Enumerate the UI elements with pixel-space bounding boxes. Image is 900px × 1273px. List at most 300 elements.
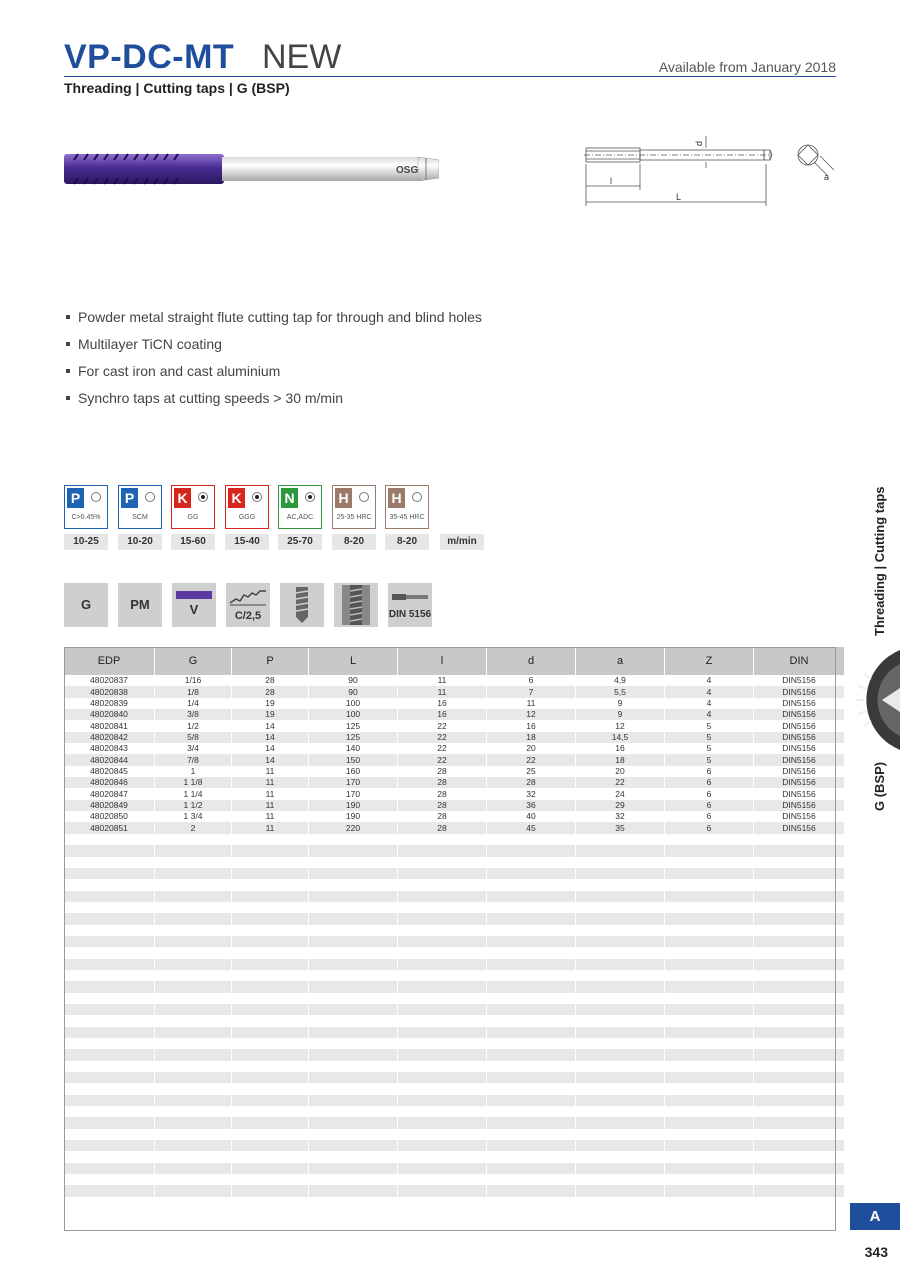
table-row xyxy=(64,766,844,777)
table-cell: 48020851 xyxy=(64,822,155,833)
table-cell: 9 xyxy=(576,709,665,720)
table-empty-cell xyxy=(487,1038,576,1049)
table-empty-cell xyxy=(232,902,309,913)
table-cell: 4 xyxy=(665,709,754,720)
table-empty-cell xyxy=(398,1061,487,1072)
table-empty-cell xyxy=(576,1140,665,1151)
material-box xyxy=(64,485,108,529)
table-empty-cell xyxy=(232,1163,309,1174)
table-cell: DIN5156 xyxy=(754,788,845,799)
table-header-row xyxy=(64,647,844,675)
hole-symbol-icon xyxy=(334,583,378,627)
table-empty-row xyxy=(64,993,844,1004)
table-empty-row xyxy=(64,1015,844,1026)
table-empty-cell xyxy=(64,1117,155,1128)
table-empty-cell xyxy=(64,1072,155,1083)
table-empty-row xyxy=(64,959,844,970)
possible-circle-icon xyxy=(91,492,101,502)
table-empty-cell xyxy=(576,1117,665,1128)
table-empty-cell xyxy=(576,1061,665,1072)
table-empty-row xyxy=(64,1174,844,1185)
table-empty-cell xyxy=(232,1004,309,1015)
table-empty-cell xyxy=(398,925,487,936)
material-box xyxy=(332,485,376,529)
table-empty-cell xyxy=(487,1027,576,1038)
table-empty-cell xyxy=(487,1072,576,1083)
table-cell: 45 xyxy=(487,822,576,833)
material-box xyxy=(385,485,429,529)
new-label: NEW xyxy=(262,38,342,76)
table-empty-row xyxy=(64,845,844,856)
table-empty-cell xyxy=(665,913,754,924)
dim-l-label: l xyxy=(610,176,612,186)
table-empty-cell xyxy=(665,1140,754,1151)
material-box xyxy=(278,485,322,529)
table-cell: 14 xyxy=(232,720,309,731)
table-cell: 22 xyxy=(398,743,487,754)
table-empty-cell xyxy=(309,970,398,981)
table-empty-cell xyxy=(309,1072,398,1083)
table-cell: 22 xyxy=(398,720,487,731)
table-empty-cell xyxy=(155,868,232,879)
table-empty-cell xyxy=(665,936,754,947)
table-empty-row xyxy=(64,891,844,902)
table-cell: 36 xyxy=(487,800,576,811)
table-empty-cell xyxy=(487,947,576,958)
table-empty-cell xyxy=(155,845,232,856)
table-empty-cell xyxy=(155,1038,232,1049)
table-empty-cell xyxy=(232,981,309,992)
bullet-icon xyxy=(66,396,70,400)
table-empty-cell xyxy=(309,1151,398,1162)
table-empty-cell xyxy=(398,970,487,981)
table-cell: 16 xyxy=(398,709,487,720)
table-empty-cell xyxy=(232,1038,309,1049)
possible-circle-icon xyxy=(359,492,369,502)
table-cell: 48020838 xyxy=(64,686,155,697)
table-empty-cell xyxy=(232,834,309,845)
possible-circle-icon xyxy=(145,492,155,502)
table-empty-cell xyxy=(64,970,155,981)
table-empty-cell xyxy=(398,879,487,890)
table-empty-cell xyxy=(232,1106,309,1117)
table-cell: 1/16 xyxy=(155,675,232,686)
table-cell: 1 1/4 xyxy=(155,788,232,799)
table-empty-cell xyxy=(155,1083,232,1094)
table-empty-cell xyxy=(232,1185,309,1196)
table-empty-cell xyxy=(487,925,576,936)
flute-symbol-icon xyxy=(280,583,324,627)
table-cell: 11 xyxy=(232,788,309,799)
table-cell: 28 xyxy=(398,788,487,799)
table-empty-cell xyxy=(754,1151,845,1162)
table-cell: 125 xyxy=(309,732,398,743)
table-empty-cell xyxy=(665,993,754,1004)
table-empty-cell xyxy=(64,1015,155,1026)
table-empty-cell xyxy=(64,1185,155,1196)
table-empty-cell xyxy=(754,1015,845,1026)
table-empty-cell xyxy=(155,959,232,970)
table-cell: 125 xyxy=(309,720,398,731)
material-subtype: SCM xyxy=(132,514,148,521)
din-standard-icon: DIN 5156 xyxy=(388,583,432,627)
table-empty-cell xyxy=(576,1083,665,1094)
table-empty-cell xyxy=(487,834,576,845)
table-empty-cell xyxy=(754,834,845,845)
table-empty-cell xyxy=(487,1185,576,1196)
table-empty-cell xyxy=(155,993,232,1004)
table-row xyxy=(64,822,844,833)
table-empty-cell xyxy=(309,857,398,868)
table-cell: 90 xyxy=(309,675,398,686)
table-empty-cell xyxy=(398,1163,487,1174)
table-cell: 11 xyxy=(398,675,487,686)
material-letter: H xyxy=(335,488,352,508)
table-empty-cell xyxy=(309,1038,398,1049)
table-cell: DIN5156 xyxy=(754,720,845,731)
table-cell: DIN5156 xyxy=(754,800,845,811)
table-row xyxy=(64,686,844,697)
table-empty-cell xyxy=(754,1106,845,1117)
feature-item: Synchro taps at cutting speeds > 30 m/min xyxy=(66,389,482,416)
table-empty-cell xyxy=(64,959,155,970)
table-empty-cell xyxy=(665,1129,754,1140)
table-empty-cell xyxy=(64,947,155,958)
material-subtype: C>0.45% xyxy=(71,514,101,521)
table-empty-cell xyxy=(754,902,845,913)
table-empty-cell xyxy=(309,1004,398,1015)
table-empty-cell xyxy=(487,1095,576,1106)
table-cell: 22 xyxy=(576,777,665,788)
table-empty-cell xyxy=(576,1038,665,1049)
table-empty-cell xyxy=(309,959,398,970)
table-empty-cell xyxy=(576,834,665,845)
tap-dimension-drawing xyxy=(576,128,842,210)
table-cell: 22 xyxy=(398,732,487,743)
table-cell: 35 xyxy=(576,822,665,833)
table-empty-cell xyxy=(64,879,155,890)
table-empty-cell xyxy=(665,981,754,992)
table-empty-cell xyxy=(64,1061,155,1072)
table-empty-cell xyxy=(155,936,232,947)
bullet-icon xyxy=(66,315,70,319)
table-empty-cell xyxy=(232,1049,309,1060)
table-empty-cell xyxy=(232,1083,309,1094)
table-empty-cell xyxy=(398,1004,487,1015)
table-empty-cell xyxy=(309,1117,398,1128)
table-empty-cell xyxy=(487,1151,576,1162)
table-cell: 170 xyxy=(309,777,398,788)
material-subtype: GG xyxy=(187,514,199,521)
table-empty-cell xyxy=(232,1061,309,1072)
material-box xyxy=(118,485,162,529)
table-row xyxy=(64,709,844,720)
table-empty-row xyxy=(64,1038,844,1049)
table-empty-cell xyxy=(64,925,155,936)
table-empty-cell xyxy=(665,1151,754,1162)
table-empty-cell xyxy=(754,1095,845,1106)
table-empty-cell xyxy=(576,845,665,856)
table-empty-cell xyxy=(576,1004,665,1015)
table-empty-cell xyxy=(665,902,754,913)
table-cell: 100 xyxy=(309,698,398,709)
table-cell: 12 xyxy=(576,720,665,731)
table-cell: 16 xyxy=(398,698,487,709)
table-empty-cell xyxy=(64,936,155,947)
bullet-icon xyxy=(66,342,70,346)
table-empty-cell xyxy=(398,1129,487,1140)
table-empty-cell xyxy=(309,913,398,924)
table-cell: 140 xyxy=(309,743,398,754)
col-a: a xyxy=(576,647,665,675)
table-empty-cell xyxy=(754,1185,845,1196)
table-cell: 28 xyxy=(398,766,487,777)
table-empty-cell xyxy=(754,959,845,970)
material-letter: K xyxy=(174,488,191,508)
table-empty-cell xyxy=(309,981,398,992)
table-empty-cell xyxy=(576,959,665,970)
table-empty-cell xyxy=(665,1083,754,1094)
table-cell: 11 xyxy=(232,800,309,811)
table-empty-row xyxy=(64,1049,844,1060)
table-cell: 48020850 xyxy=(64,811,155,822)
table-cell: 190 xyxy=(309,811,398,822)
table-empty-cell xyxy=(309,845,398,856)
table-cell: 40 xyxy=(487,811,576,822)
table-empty-cell xyxy=(487,1106,576,1117)
cutting-speed: 10-20 xyxy=(118,534,162,550)
page-number: 343 xyxy=(864,1244,888,1260)
col-g: G xyxy=(155,647,232,675)
table-empty-cell xyxy=(309,1083,398,1094)
col-L: L xyxy=(309,647,398,675)
table-empty-cell xyxy=(155,879,232,890)
material-subtype: 25-35 HRC xyxy=(336,514,372,521)
table-empty-cell xyxy=(487,879,576,890)
table-cell: 9 xyxy=(576,698,665,709)
material-letter: P xyxy=(121,488,138,508)
table-cell: 16 xyxy=(487,720,576,731)
table-cell: 24 xyxy=(576,788,665,799)
product-table xyxy=(64,647,844,1197)
table-empty-cell xyxy=(155,947,232,958)
table-cell: 11 xyxy=(487,698,576,709)
table-empty-cell xyxy=(398,1106,487,1117)
table-empty-cell xyxy=(576,857,665,868)
table-empty-cell xyxy=(398,1174,487,1185)
feature-item: For cast iron and cast aluminium xyxy=(66,362,482,389)
title-rule xyxy=(64,76,836,77)
table-cell: 3/8 xyxy=(155,709,232,720)
table-cell: 1 1/8 xyxy=(155,777,232,788)
table-empty-cell xyxy=(309,1027,398,1038)
table-empty-cell xyxy=(576,970,665,981)
table-empty-row xyxy=(64,1027,844,1038)
table-empty-cell xyxy=(576,913,665,924)
product-title: VP-DC-MT xyxy=(64,38,235,76)
table-empty-cell xyxy=(64,1095,155,1106)
table-cell: 22 xyxy=(487,754,576,765)
table-row xyxy=(64,788,844,799)
table-empty-cell xyxy=(64,1038,155,1049)
table-cell: DIN5156 xyxy=(754,743,845,754)
table-empty-cell xyxy=(754,913,845,924)
side-subcategory xyxy=(872,763,890,813)
table-empty-cell xyxy=(576,902,665,913)
table-empty-cell xyxy=(232,959,309,970)
table-empty-cell xyxy=(754,970,845,981)
table-empty-cell xyxy=(487,959,576,970)
table-empty-cell xyxy=(232,891,309,902)
table-cell: 220 xyxy=(309,822,398,833)
table-cell: 160 xyxy=(309,766,398,777)
table-cell: 6 xyxy=(665,766,754,777)
cutting-speed: 8-20 xyxy=(385,534,429,550)
table-cell: 14 xyxy=(232,754,309,765)
table-empty-cell xyxy=(309,868,398,879)
table-empty-cell xyxy=(665,1049,754,1060)
table-cell: 7 xyxy=(487,686,576,697)
table-empty-row xyxy=(64,981,844,992)
table-empty-row xyxy=(64,902,844,913)
table-cell: 6 xyxy=(665,800,754,811)
table-row xyxy=(64,698,844,709)
table-empty-cell xyxy=(398,1038,487,1049)
table-row xyxy=(64,800,844,811)
table-cell: 4,9 xyxy=(576,675,665,686)
table-empty-cell xyxy=(64,868,155,879)
col-l: l xyxy=(398,647,487,675)
table-empty-cell xyxy=(232,845,309,856)
table-empty-cell xyxy=(232,993,309,1004)
table-cell: 28 xyxy=(398,800,487,811)
material-subtype: 35-45 HRC xyxy=(389,514,425,521)
table-empty-cell xyxy=(398,981,487,992)
table-empty-cell xyxy=(576,936,665,947)
table-empty-cell xyxy=(155,857,232,868)
table-cell: 7/8 xyxy=(155,754,232,765)
table-empty-cell xyxy=(398,1049,487,1060)
table-empty-cell xyxy=(155,1140,232,1151)
table-empty-cell xyxy=(64,902,155,913)
material-box xyxy=(225,485,269,529)
table-empty-cell xyxy=(665,970,754,981)
table-empty-cell xyxy=(487,1163,576,1174)
table-empty-row xyxy=(64,947,844,958)
table-cell: 14,5 xyxy=(576,732,665,743)
table-empty-cell xyxy=(576,1106,665,1117)
table-empty-cell xyxy=(309,891,398,902)
table-empty-row xyxy=(64,925,844,936)
table-empty-cell xyxy=(232,947,309,958)
side-category-label: Threading | Cutting taps xyxy=(872,486,887,636)
table-empty-cell xyxy=(64,1083,155,1094)
thread-type-icon: G xyxy=(64,583,108,627)
table-empty-cell xyxy=(487,1049,576,1060)
table-cell: 4 xyxy=(665,686,754,697)
table-empty-row xyxy=(64,1185,844,1196)
table-cell: 11 xyxy=(398,686,487,697)
col-p: P xyxy=(232,647,309,675)
table-empty-cell xyxy=(665,1163,754,1174)
table-empty-cell xyxy=(665,1061,754,1072)
table-empty-cell xyxy=(64,1163,155,1174)
table-empty-cell xyxy=(665,1117,754,1128)
table-cell: 6 xyxy=(487,675,576,686)
table-cell: 1 1/2 xyxy=(155,800,232,811)
table-cell: 5,5 xyxy=(576,686,665,697)
table-empty-cell xyxy=(309,1106,398,1117)
table-empty-row xyxy=(64,970,844,981)
chamfer-icon: C/2,5 xyxy=(226,583,270,627)
table-empty-cell xyxy=(232,857,309,868)
table-cell: 19 xyxy=(232,698,309,709)
table-empty-cell xyxy=(155,925,232,936)
table-empty-cell xyxy=(398,834,487,845)
thread-tool-icon xyxy=(842,644,900,756)
side-category xyxy=(872,478,890,638)
table-empty-cell xyxy=(155,1095,232,1106)
table-empty-cell xyxy=(309,834,398,845)
table-cell: 16 xyxy=(576,743,665,754)
table-empty-cell xyxy=(232,1027,309,1038)
table-empty-cell xyxy=(309,1129,398,1140)
table-cell: 5 xyxy=(665,743,754,754)
table-empty-cell xyxy=(487,1117,576,1128)
table-empty-cell xyxy=(398,891,487,902)
table-empty-row xyxy=(64,1117,844,1128)
table-empty-cell xyxy=(487,981,576,992)
table-cell: 11 xyxy=(232,811,309,822)
table-empty-cell xyxy=(665,1106,754,1117)
table-cell: 1/4 xyxy=(155,698,232,709)
table-empty-cell xyxy=(155,1185,232,1196)
table-empty-cell xyxy=(665,1038,754,1049)
table-empty-cell xyxy=(665,1072,754,1083)
table-cell: DIN5156 xyxy=(754,811,845,822)
table-empty-cell xyxy=(309,1163,398,1174)
table-empty-cell xyxy=(398,1015,487,1026)
table-cell: 28 xyxy=(398,822,487,833)
side-subcategory-label: G (BSP) xyxy=(872,761,887,811)
table-empty-cell xyxy=(398,1151,487,1162)
table-cell: 3/4 xyxy=(155,743,232,754)
table-empty-cell xyxy=(155,981,232,992)
table-cell: 29 xyxy=(576,800,665,811)
table-empty-cell xyxy=(232,1117,309,1128)
table-cell: DIN5156 xyxy=(754,698,845,709)
table-empty-cell xyxy=(398,902,487,913)
table-cell: 48020844 xyxy=(64,754,155,765)
table-empty-cell xyxy=(64,981,155,992)
table-empty-cell xyxy=(665,1027,754,1038)
table-cell: DIN5156 xyxy=(754,777,845,788)
table-empty-cell xyxy=(232,1015,309,1026)
table-cell: 48020846 xyxy=(64,777,155,788)
material-subtype: AC,ADC xyxy=(286,514,314,521)
table-empty-cell xyxy=(754,1174,845,1185)
table-empty-cell xyxy=(487,1174,576,1185)
table-cell: 18 xyxy=(487,732,576,743)
table-empty-cell xyxy=(754,1140,845,1151)
col-edp: EDP xyxy=(64,647,155,675)
table-empty-cell xyxy=(487,970,576,981)
table-empty-cell xyxy=(155,891,232,902)
powder-metal-icon: PM xyxy=(118,583,162,627)
table-cell: 18 xyxy=(576,754,665,765)
table-empty-cell xyxy=(398,1072,487,1083)
table-cell: 5 xyxy=(665,720,754,731)
